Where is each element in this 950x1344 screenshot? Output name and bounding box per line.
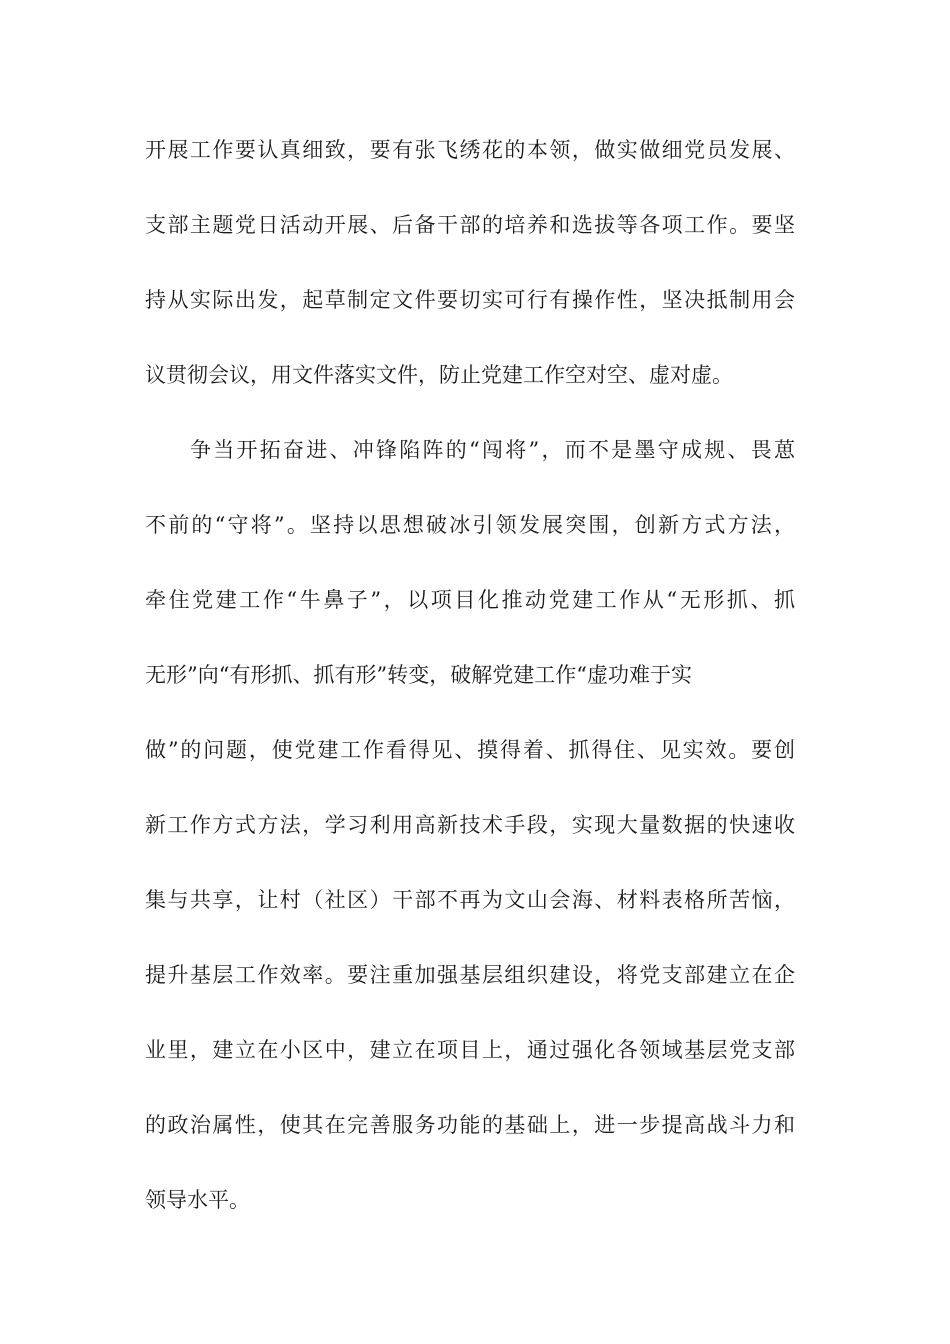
paragraph-1-line-3: 持从实际出发，起草制定文件要切实可行有操作性，坚决抵制用会 xyxy=(145,288,795,312)
paragraph-2-line-6: 新工作方式方法，学习利用高新技术手段，实现大量数据的快速收 xyxy=(145,813,795,837)
paragraph-2-line-7: 集与共享，让村（社区）干部不再为文山会海、材料表格所苦恼， xyxy=(145,888,795,912)
paragraph-1-line-4: 议贯彻会议，用文件落实文件，防止党建工作空对空、虚对虚。 xyxy=(145,363,733,387)
paragraph-2-line-9: 业里，建立在小区中，建立在项目上，通过强化各领域基层党支部 xyxy=(145,1038,795,1062)
paragraph-2-line-3: 牵住党建工作“牛鼻子”，以项目化推动党建工作从“无形抓、抓 xyxy=(145,588,795,612)
paragraph-2-line-5: 做”的问题，使党建工作看得见、摸得着、抓得住、见实效。要创 xyxy=(145,738,795,762)
paragraph-2-line-11: 领导水平。 xyxy=(145,1188,250,1212)
paragraph-2-line-2: 不前的“守将”。坚持以思想破冰引领发展突围，创新方式方法， xyxy=(145,513,795,537)
paragraph-2-line-8: 提升基层工作效率。要注重加强基层组织建设，将党支部建立在企 xyxy=(145,963,795,987)
paragraph-2-line-4: 无形”向“有形抓、抓有形”转变，破解党建工作“虚功难于实 xyxy=(145,663,692,687)
paragraph-2-line-10: 的政治属性，使其在完善服务功能的基础上，进一步提高战斗力和 xyxy=(145,1113,795,1137)
paragraph-1-line-1: 开展工作要认真细致，要有张飞绣花的本领，做实做细党员发展、 xyxy=(145,138,795,162)
paragraph-2-line-1: 争当开拓奋进、冲锋陷阵的“闯将”，而不是墨守成规、畏葸 xyxy=(190,438,795,462)
paragraph-1-line-2: 支部主题党日活动开展、后备干部的培养和选拔等各项工作。要坚 xyxy=(145,213,795,237)
